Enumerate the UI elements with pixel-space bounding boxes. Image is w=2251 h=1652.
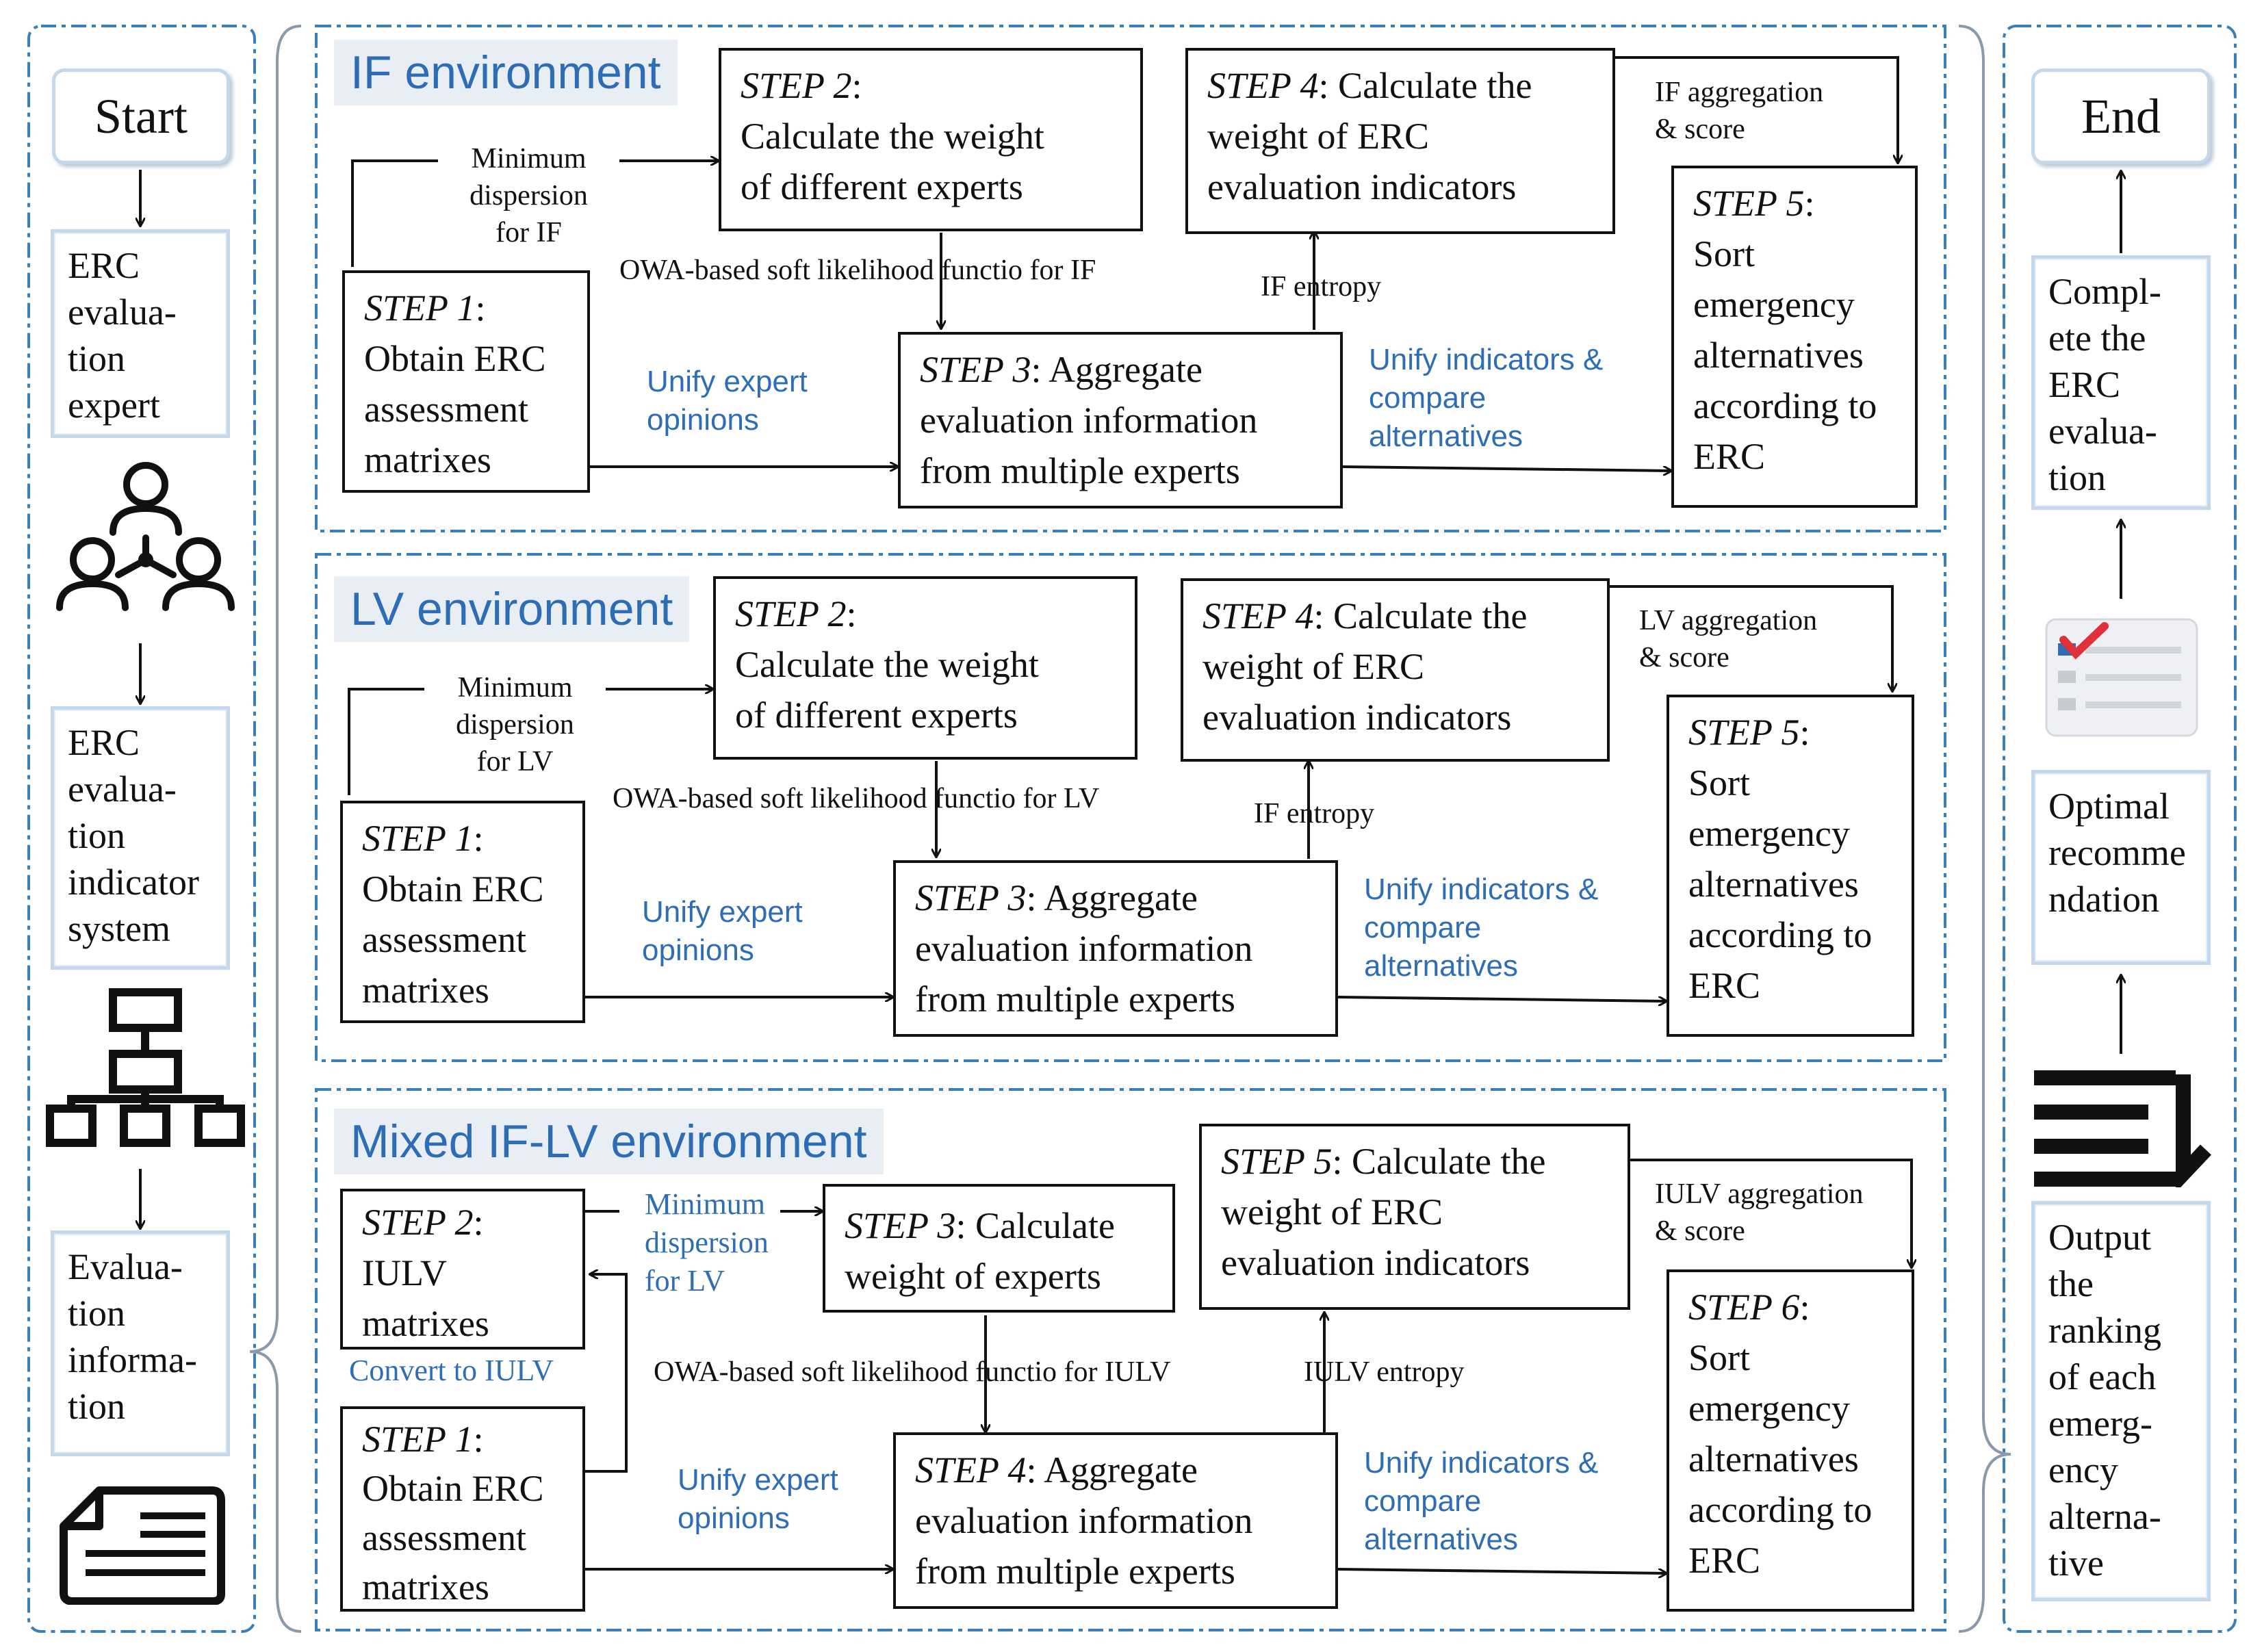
mix-arrow-unify-indicators — [1338, 1569, 1667, 1573]
step-label: STEP 3 — [845, 1205, 956, 1246]
step-text: Calculate the weight of different experts — [741, 116, 1044, 207]
if-step1-box: STEP 1: Obtain ERC assessment matrixes — [342, 270, 590, 493]
step-label: STEP 5 — [1693, 183, 1805, 224]
if-step5-box: STEP 5: Sort emergency alternatives according to ERC — [1671, 166, 1918, 508]
mixed-step1-box: STEP 1: Obtain ERC assessment matrixes — [340, 1406, 585, 1612]
step-label: STEP 5 — [1688, 712, 1800, 753]
evaluation-information-box: Evalua- tion informa- tion — [51, 1230, 230, 1456]
mixed-unify-expert-label: Unify expert opinions — [678, 1463, 838, 1535]
step-text: Calculate the weight of different experts — [735, 644, 1039, 736]
step-label: STEP 2 — [362, 1202, 474, 1243]
step-label: STEP 4 — [1207, 65, 1319, 106]
sort-list-icon — [2031, 1064, 2216, 1187]
lv-environment-title: LV environment — [334, 576, 689, 642]
step-text: Obtain ERC assessment matrixes — [362, 1468, 544, 1608]
if-entropy-label: IF entropy — [1261, 271, 1382, 302]
if-step2-box: STEP 2: Calculate the weight of different experts — [719, 48, 1143, 231]
step-text-inline: Calculate weight of experts — [845, 1205, 1115, 1297]
erc-evaluation-indicator-system-box: ERC evalua- tion indicator system — [51, 706, 230, 970]
mixed-unify-indicators-label: Unify indicators & compare alternatives — [1364, 1446, 1599, 1556]
if-unify-indicators-label: Unify indicators & compare alternatives — [1369, 343, 1604, 453]
start-terminal: Start — [52, 68, 230, 164]
lv-entropy-label: IF entropy — [1254, 798, 1375, 829]
lv-min-dispersion-label: Minimum dispersion for LV — [456, 672, 574, 777]
mixed-step3-box: STEP 3: Calculate weight of experts — [823, 1184, 1175, 1313]
step-text-inline: Aggregate evaluation information from multiple experts — [915, 1449, 1253, 1592]
step-text: Obtain ERC assessment matrixes — [362, 868, 544, 1011]
mixed-step5-box: STEP 5: Calculate the weight of ERC evaluation indicators — [1199, 1124, 1630, 1310]
step-text: Sort emergency alternatives according to ERC — [1693, 233, 1877, 477]
step-text: Sort emergency alternatives according to ERC — [1688, 762, 1873, 1006]
step-label: STEP 5 — [1221, 1141, 1333, 1182]
if-unify-expert-label: Unify expert opinions — [647, 365, 808, 437]
lv-unify-expert-label: Unify expert opinions — [642, 895, 803, 967]
lv-step5-box: STEP 5: Sort emergency alternatives according to ERC — [1667, 695, 1914, 1037]
mixed-owa-label: OWA-based soft likelihood functio for IULV — [654, 1356, 1171, 1388]
left-brace — [250, 26, 301, 1631]
step-label: STEP 4 — [1202, 595, 1314, 636]
lv-step1-box: STEP 1: Obtain ERC assessment matrixes — [340, 801, 585, 1023]
mixed-min-dispersion-label: Minimum dispersion for LV — [645, 1187, 769, 1298]
step-text-inline: Calculate the weight of ERC evaluation indicators — [1207, 65, 1532, 207]
mixed-convert-label: Convert to IULV — [349, 1354, 554, 1387]
step-text-inline: Aggregate evaluation information from multiple experts — [920, 349, 1258, 491]
step-label: STEP 1 — [364, 287, 476, 328]
mixed-environment-title: Mixed IF-LV environment — [334, 1109, 884, 1174]
output-ranking-box: Output the ranking of each emerg- ency alterna- tive — [2031, 1201, 2211, 1601]
step-text: Obtain ERC assessment matrixes — [364, 338, 546, 480]
if-step4-box: STEP 4: Calculate the weight of ERC evaluation indicators — [1185, 48, 1615, 234]
step-text: IULV matrixes — [362, 1252, 489, 1344]
mix-arrow-to-step2 — [585, 1274, 626, 1471]
step-text: Sort emergency alternatives according to ERC — [1688, 1337, 1873, 1581]
mixed-aggregation-label: IULV aggregation & score — [1655, 1178, 1864, 1247]
mixed-step6-box: STEP 6: Sort emergency alternatives according to ERC — [1667, 1269, 1914, 1612]
step-label: STEP 2 — [741, 65, 852, 106]
if-owa-label: OWA-based soft likelihood functio for IF — [619, 255, 1096, 286]
step-label: STEP 6 — [1688, 1287, 1800, 1328]
lv-step3-box: STEP 3: Aggregate evaluation information from multiple experts — [893, 860, 1338, 1037]
lv-step2-box: STEP 2: Calculate the weight of different experts — [713, 576, 1137, 760]
step-label: STEP 3 — [915, 877, 1027, 918]
lv-aggregation-label: LV aggregation & score — [1639, 605, 1818, 673]
lv-unify-indicators-label: Unify indicators & compare alternatives — [1364, 873, 1599, 983]
step-text-inline: Calculate the weight of ERC evaluation indicators — [1221, 1141, 1546, 1283]
optimal-recommendation-box: Optimal recomme ndation — [2031, 770, 2211, 965]
if-step3-box: STEP 3: Aggregate evaluation information from multiple experts — [898, 332, 1343, 508]
group-of-experts-icon — [51, 457, 240, 621]
if-aggregation-label: IF aggregation & score — [1655, 77, 1824, 145]
step-label: STEP 3 — [920, 349, 1031, 390]
if-arrow-unify-indicators — [1341, 467, 1671, 471]
document-icon — [58, 1485, 226, 1605]
hierarchy-icon — [44, 985, 246, 1150]
checklist-icon — [2043, 616, 2200, 739]
step-text-inline: Calculate the weight of ERC evaluation indicators — [1202, 595, 1528, 738]
mixed-step2-box: STEP 2: IULV matrixes — [340, 1189, 585, 1350]
step-label: STEP 2 — [735, 593, 847, 634]
lv-arrow-unify-indicators — [1338, 997, 1667, 1001]
if-min-dispersion-label: Minimum dispersion for IF — [470, 143, 588, 248]
step-label: STEP 1 — [362, 1419, 474, 1460]
step-label: STEP 4 — [915, 1449, 1027, 1490]
mixed-step4-box: STEP 4: Aggregate evaluation information from multiple experts — [893, 1432, 1338, 1609]
end-terminal: End — [2031, 68, 2211, 164]
if-environment-title: IF environment — [334, 40, 678, 105]
step-label: STEP 1 — [362, 818, 474, 859]
complete-erc-evaluation-box: Compl- ete the ERC evalua- tion — [2031, 255, 2211, 510]
step-text-inline: Aggregate evaluation information from multiple experts — [915, 877, 1253, 1020]
mixed-entropy-label: IULV entropy — [1304, 1356, 1465, 1388]
lv-step4-box: STEP 4: Calculate the weight of ERC evaluation indicators — [1181, 578, 1610, 762]
lv-owa-label: OWA-based soft likelihood functio for LV — [613, 783, 1100, 814]
erc-evaluation-expert-box: ERC evalua- tion expert — [51, 229, 230, 438]
